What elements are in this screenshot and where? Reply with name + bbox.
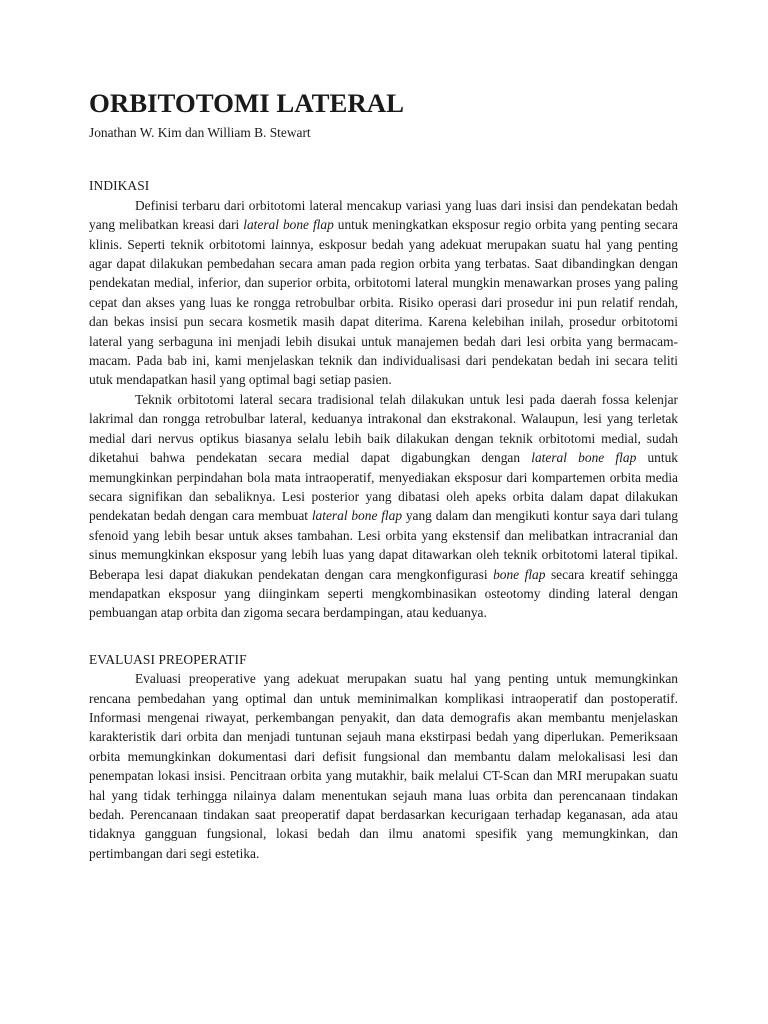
document-page [89,88,678,863]
paragraph-text-segment: Definisi terbaru dari orbitotomi lateral mencakup variasi yang luas dari insisi dan pendekatan bedah yang melibatkan kreasi dari [89,197,678,233]
paragraph-indikasi-2 [89,390,678,623]
paragraph-text-segment: untuk meningkatkan eksposur regio orbita yang penting secara klinis. Seperti teknik orbitotomi lainnya, eskposur bedah yang adekuat merupakan suatu hal yang penting agar dapat dilakukan pembedahan secara aman pada region orbita yang terbatas. Saat dibandingkan dengan pendekatan medial, inferior, dan superior orbita, orbitotomi lateral mungkin menawarkan proses yang paling cepat dan akses yang luas ke rongga retrobulbar orbita. Risiko operasi dari prosedur ini pun relatif rendah, dan bekas insisi pun secara kosmetik masih dapat diterima. Karena kelebihan inilah, prosedur orbitotomi lateral yang serbaguna ini menjadi lebih disukai untuk manajemen bedah dari lesi orbita yang bermacam-macam. Pada bab ini, kami menjelaskan teknik dan individualisasi dari pendekatan bedah ini secara teliti utuk mendapatkan hasil yang optimal bagi setiap pasien. [89,217,678,388]
section-heading-indikasi: INDIKASI [89,178,150,194]
italic-term: lateral bone flap [311,508,403,524]
italic-term: bone flap [493,566,546,582]
italic-term: lateral bone flap [531,450,637,466]
document-authors: Jonathan W. Kim dan William B. Stewart [89,125,311,140]
paragraph-text-segment: secara kreatif sehingga mendapatkan eksposur yang diinginkam seperti mengkombinasikan osteotomy dinding lateral dengan pembuangan atap orbita dan zigoma secara berdampingan, atau keduanya. [89,566,678,621]
paragraph-text-segment: Teknik orbitotomi lateral secara tradisional telah dilakukan untuk lesi pada daerah fossa kelenjar lakrimal dan rongga retrobulbar lateral, keduanya intrakonal dan ekstrakonal. Walaupun, lesi yang terletak medial dari nervus optikus biasanya selalu lebih baik dilakukan dengan teknik orbitotomi medial, sudah diketahui bahwa pendekatan secara medial dapat digabungkan dengan [89,391,678,466]
paragraph-text-segment: Evaluasi preoperative yang adekuat merupakan suatu hal yang penting untuk memungkinkan rencana pembedahan yang optimal dan untuk meminimalkan komplikasi intraoperatif dan postoperatif. Informasi mengenai riwayat, perkembangan penyakit, dan data demografis akan membantu menjelaskan karakteristik dari orbita dan menjadi tuntunan sejauh mana ekstirpasi bedah yang diperlukan. Pemeriksaan orbita memungkinkan dokumentasi dari defisit fungsional dan membantu dalam melokalisasi lesi dan penempatan lokasi insisi. Pencitraan orbita yang mutakhir, baik melalui CT-Scan dan MRI merupakan suatu hal yang tidak terhingga nilainya dalam menentukan sejauh mana luas orbita dan perencanaan tindakan bedah. Perencanaan tindakan saat preoperatif dapat berdasarkan kecurigaan terhadap keganasan, ada atau tidaknya gangguan fungsional, lokasi bedah dan ilmu anatomi spesifik yang memungkinkan, dan pertimbangan dari segi estetika. [89,671,678,861]
paragraph-indikasi-1 [89,196,678,390]
paragraph-evaluasi-1 [89,669,678,863]
paragraph-text-segment: yang dalam dan mengikuti kontur saya dari tulang sfenoid yang lebih besar untuk akses tambahan. Lesi orbita yang ekstensif dan melibatkan intracranial dan sinus memungkinkan eksposur yang lebih luas yang dapat ditawarkan oleh teknik orbitotomi lateral tipikal. Beberapa lesi dapat diakukan pendekatan dengan cara mengkonfigurasi [89,508,678,582]
section-heading-evaluasi-preoperatif: EVALUASI PREOPERATIF [89,651,247,667]
paragraph-text-segment: untuk memungkinkan perpindahan bola mata intraoperatif, menyediakan eksposur dari kompartemen orbita media secara signifikan dan sebaliknya. Lesi posterior yang dibatasi oleh apeks orbita dalam dapat dilakukan pendekatan bedah dengan cara membuat [89,450,678,524]
document-title: ORBITOTOMI LATERAL [89,88,404,118]
italic-term: lateral bone flap [243,217,334,233]
